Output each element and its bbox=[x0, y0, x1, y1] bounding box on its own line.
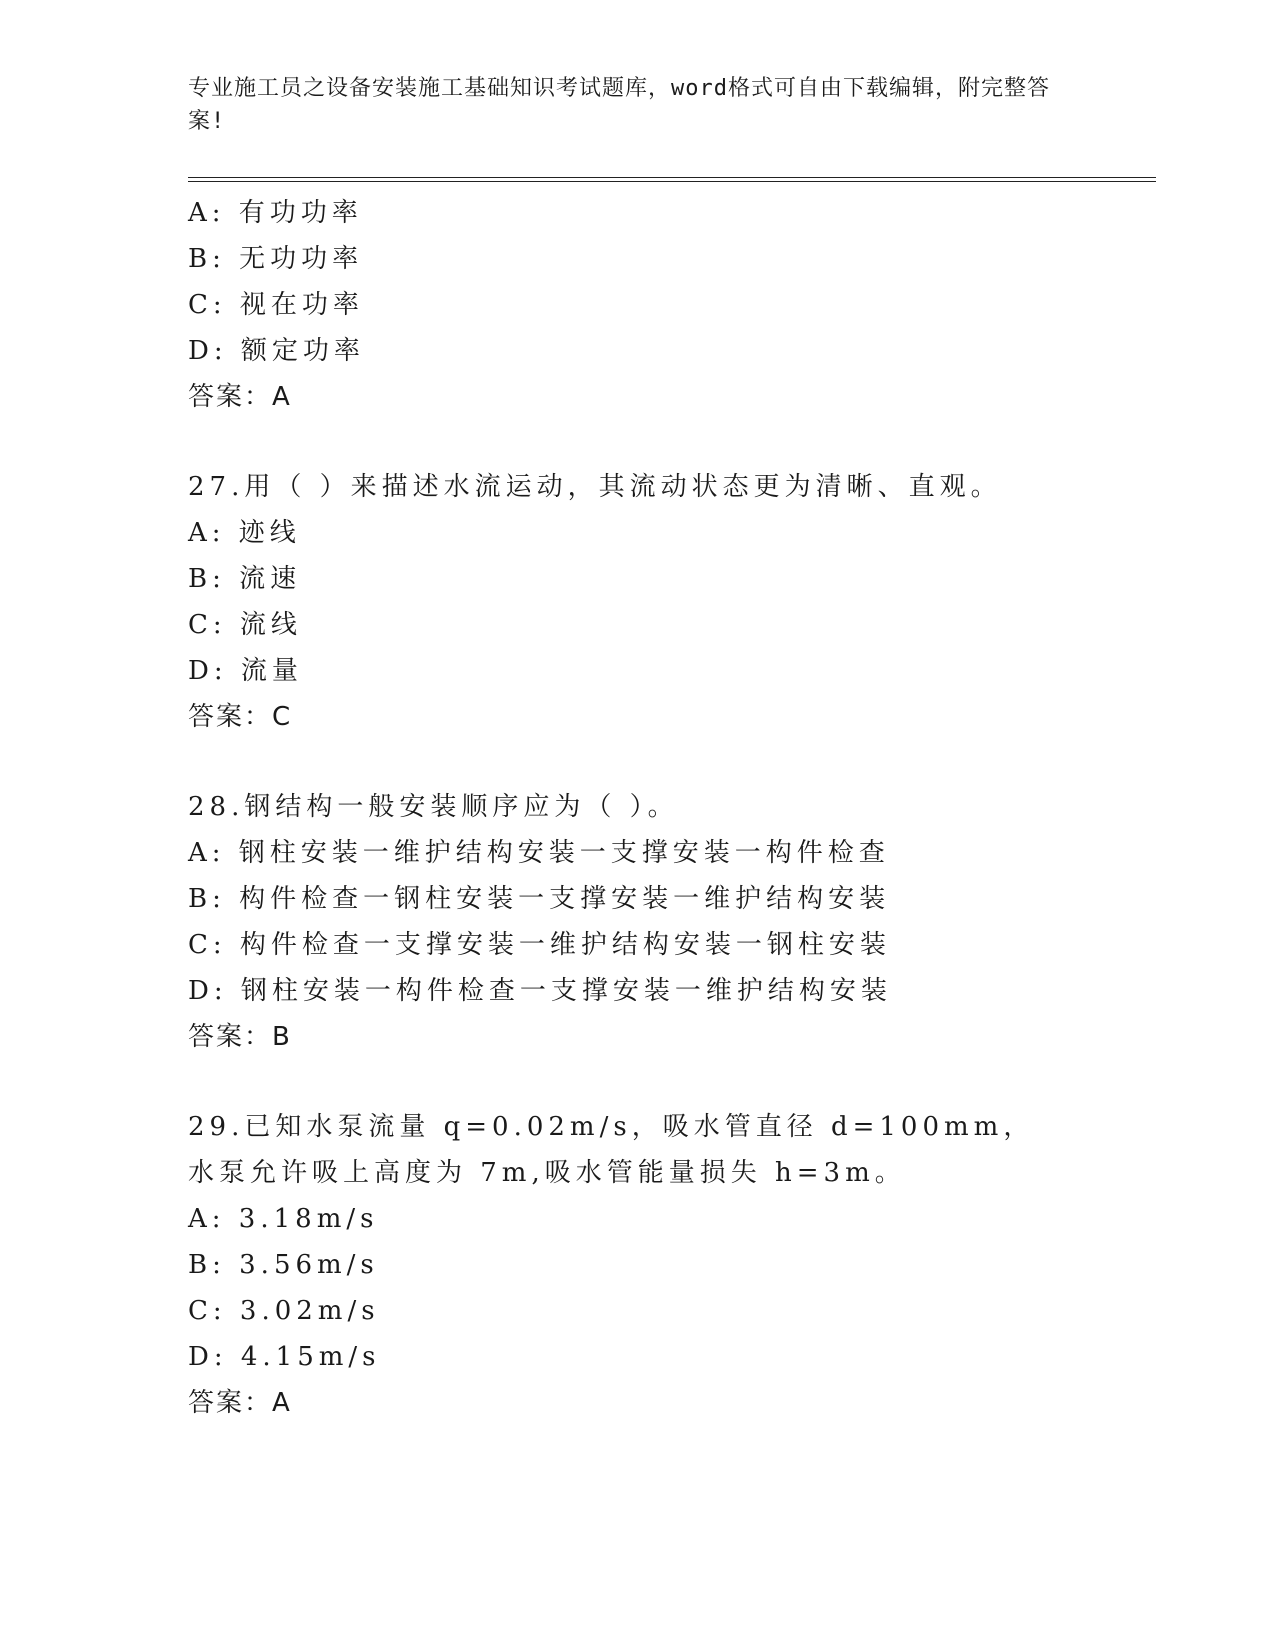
option-a: A: 迹线 bbox=[188, 518, 301, 548]
question-block-28 bbox=[188, 784, 1148, 1060]
option-d: D: 流量 bbox=[188, 656, 303, 686]
question-block-27 bbox=[188, 464, 1148, 740]
option-a: A: 有功功率 bbox=[188, 198, 363, 228]
question-block-29 bbox=[188, 1104, 1148, 1426]
option-c: C: 视在功率 bbox=[188, 290, 364, 320]
answer-line: 答案：A bbox=[188, 382, 292, 412]
option-b: B: 构件检查一钢柱安装一支撑安装一维护结构安装 bbox=[188, 884, 891, 914]
answer-line: 答案：C bbox=[188, 702, 293, 732]
spacer bbox=[188, 420, 1148, 464]
option-c: C: 3.02m/s bbox=[188, 1296, 380, 1326]
option-a: A: 钢柱安装一维护结构安装一支撑安装一构件检查 bbox=[188, 838, 890, 868]
option-b: B: 流速 bbox=[188, 564, 302, 594]
option-a: A: 3.18m/s bbox=[188, 1204, 379, 1234]
question-text: 29.已知水泵流量 q=0.02m/s，吸水管直径 d=100mm，水泵允许吸上高度为 7m,吸水管能量损失 h=3m。 bbox=[188, 1112, 1035, 1188]
spacer bbox=[188, 740, 1148, 784]
spacer bbox=[188, 1060, 1148, 1104]
question-block-26 bbox=[188, 190, 1148, 420]
option-d: D: 4.15m/s bbox=[188, 1342, 381, 1372]
header-divider bbox=[188, 177, 1156, 182]
option-c: C: 流线 bbox=[188, 610, 302, 640]
question-text: 28.钢结构一般安装顺序应为（ ）。 bbox=[188, 792, 679, 822]
option-d: D: 钢柱安装一构件检查一支撑安装一维护结构安装 bbox=[188, 976, 892, 1006]
question-list bbox=[188, 190, 1148, 1426]
option-b: B: 3.56m/s bbox=[188, 1250, 379, 1280]
option-c: C: 构件检查一支撑安装一维护结构安装一钢柱安装 bbox=[188, 930, 891, 960]
question-text: 27.用（ ）来描述水流运动，其流动状态更为清晰、直观。 bbox=[188, 472, 1002, 502]
answer-line: 答案：B bbox=[188, 1022, 292, 1052]
option-d: D: 额定功率 bbox=[188, 336, 365, 366]
answer-line: 答案：A bbox=[188, 1388, 292, 1418]
document-header-title: 专业施工员之设备安装施工基础知识考试题库，word格式可自由下载编辑，附完整答案! bbox=[188, 76, 1050, 134]
option-b: B: 无功功率 bbox=[188, 244, 364, 274]
